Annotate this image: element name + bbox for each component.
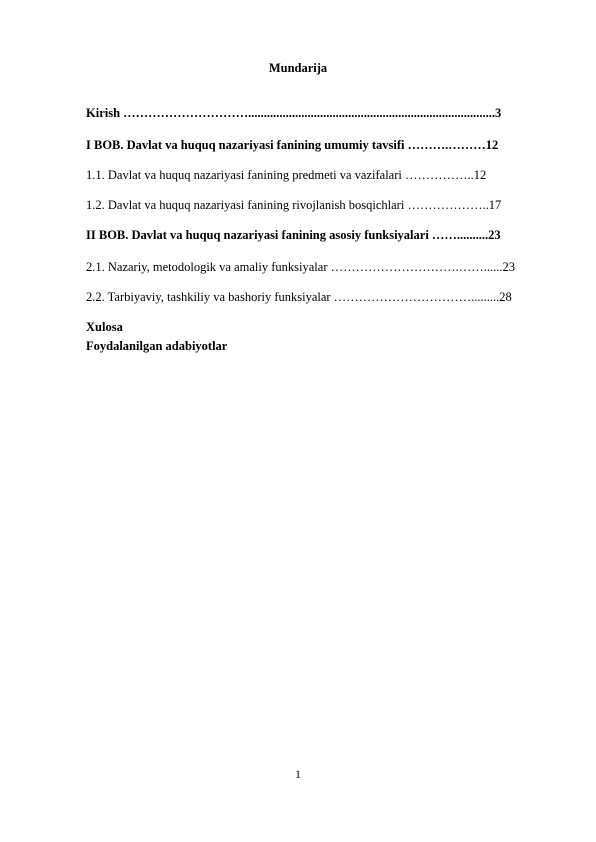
toc-entry-references: Foydalanilgan adabiyotlar	[86, 339, 228, 353]
toc-entry-section-1-2: 1.2. Davlat va huquq nazariyasi fanining rivojlanish bosqichlari ………………..17	[86, 198, 502, 212]
toc-entry-conclusion: Xulosa	[86, 320, 123, 334]
page-number: 1	[295, 767, 301, 781]
toc-entry-chapter-1: I BOB. Davlat va huquq nazariyasi fanining umumiy tavsifi ……….………12	[86, 138, 499, 152]
toc-entry-introduction: Kirish …………………………...............................................................................3	[86, 106, 502, 120]
toc-entry-section-2-1: 2.1. Nazariy, metodologik va amaliy funksiyalar ………………………….……......23	[86, 260, 515, 274]
toc-entry-chapter-2: II BOB. Davlat va huquq nazariyasi fanining asosiy funksiyalari ……..........23	[86, 228, 501, 242]
toc-entry-section-2-2: 2.2. Tarbiyaviy, tashkiliy va bashoriy funksiyalar …………………………….........28	[86, 290, 512, 304]
page-title: Mundarija	[268, 61, 328, 75]
toc-entry-section-1-1: 1.1. Davlat va huquq nazariyasi fanining predmeti va vazifalari ……………..12	[86, 168, 487, 182]
